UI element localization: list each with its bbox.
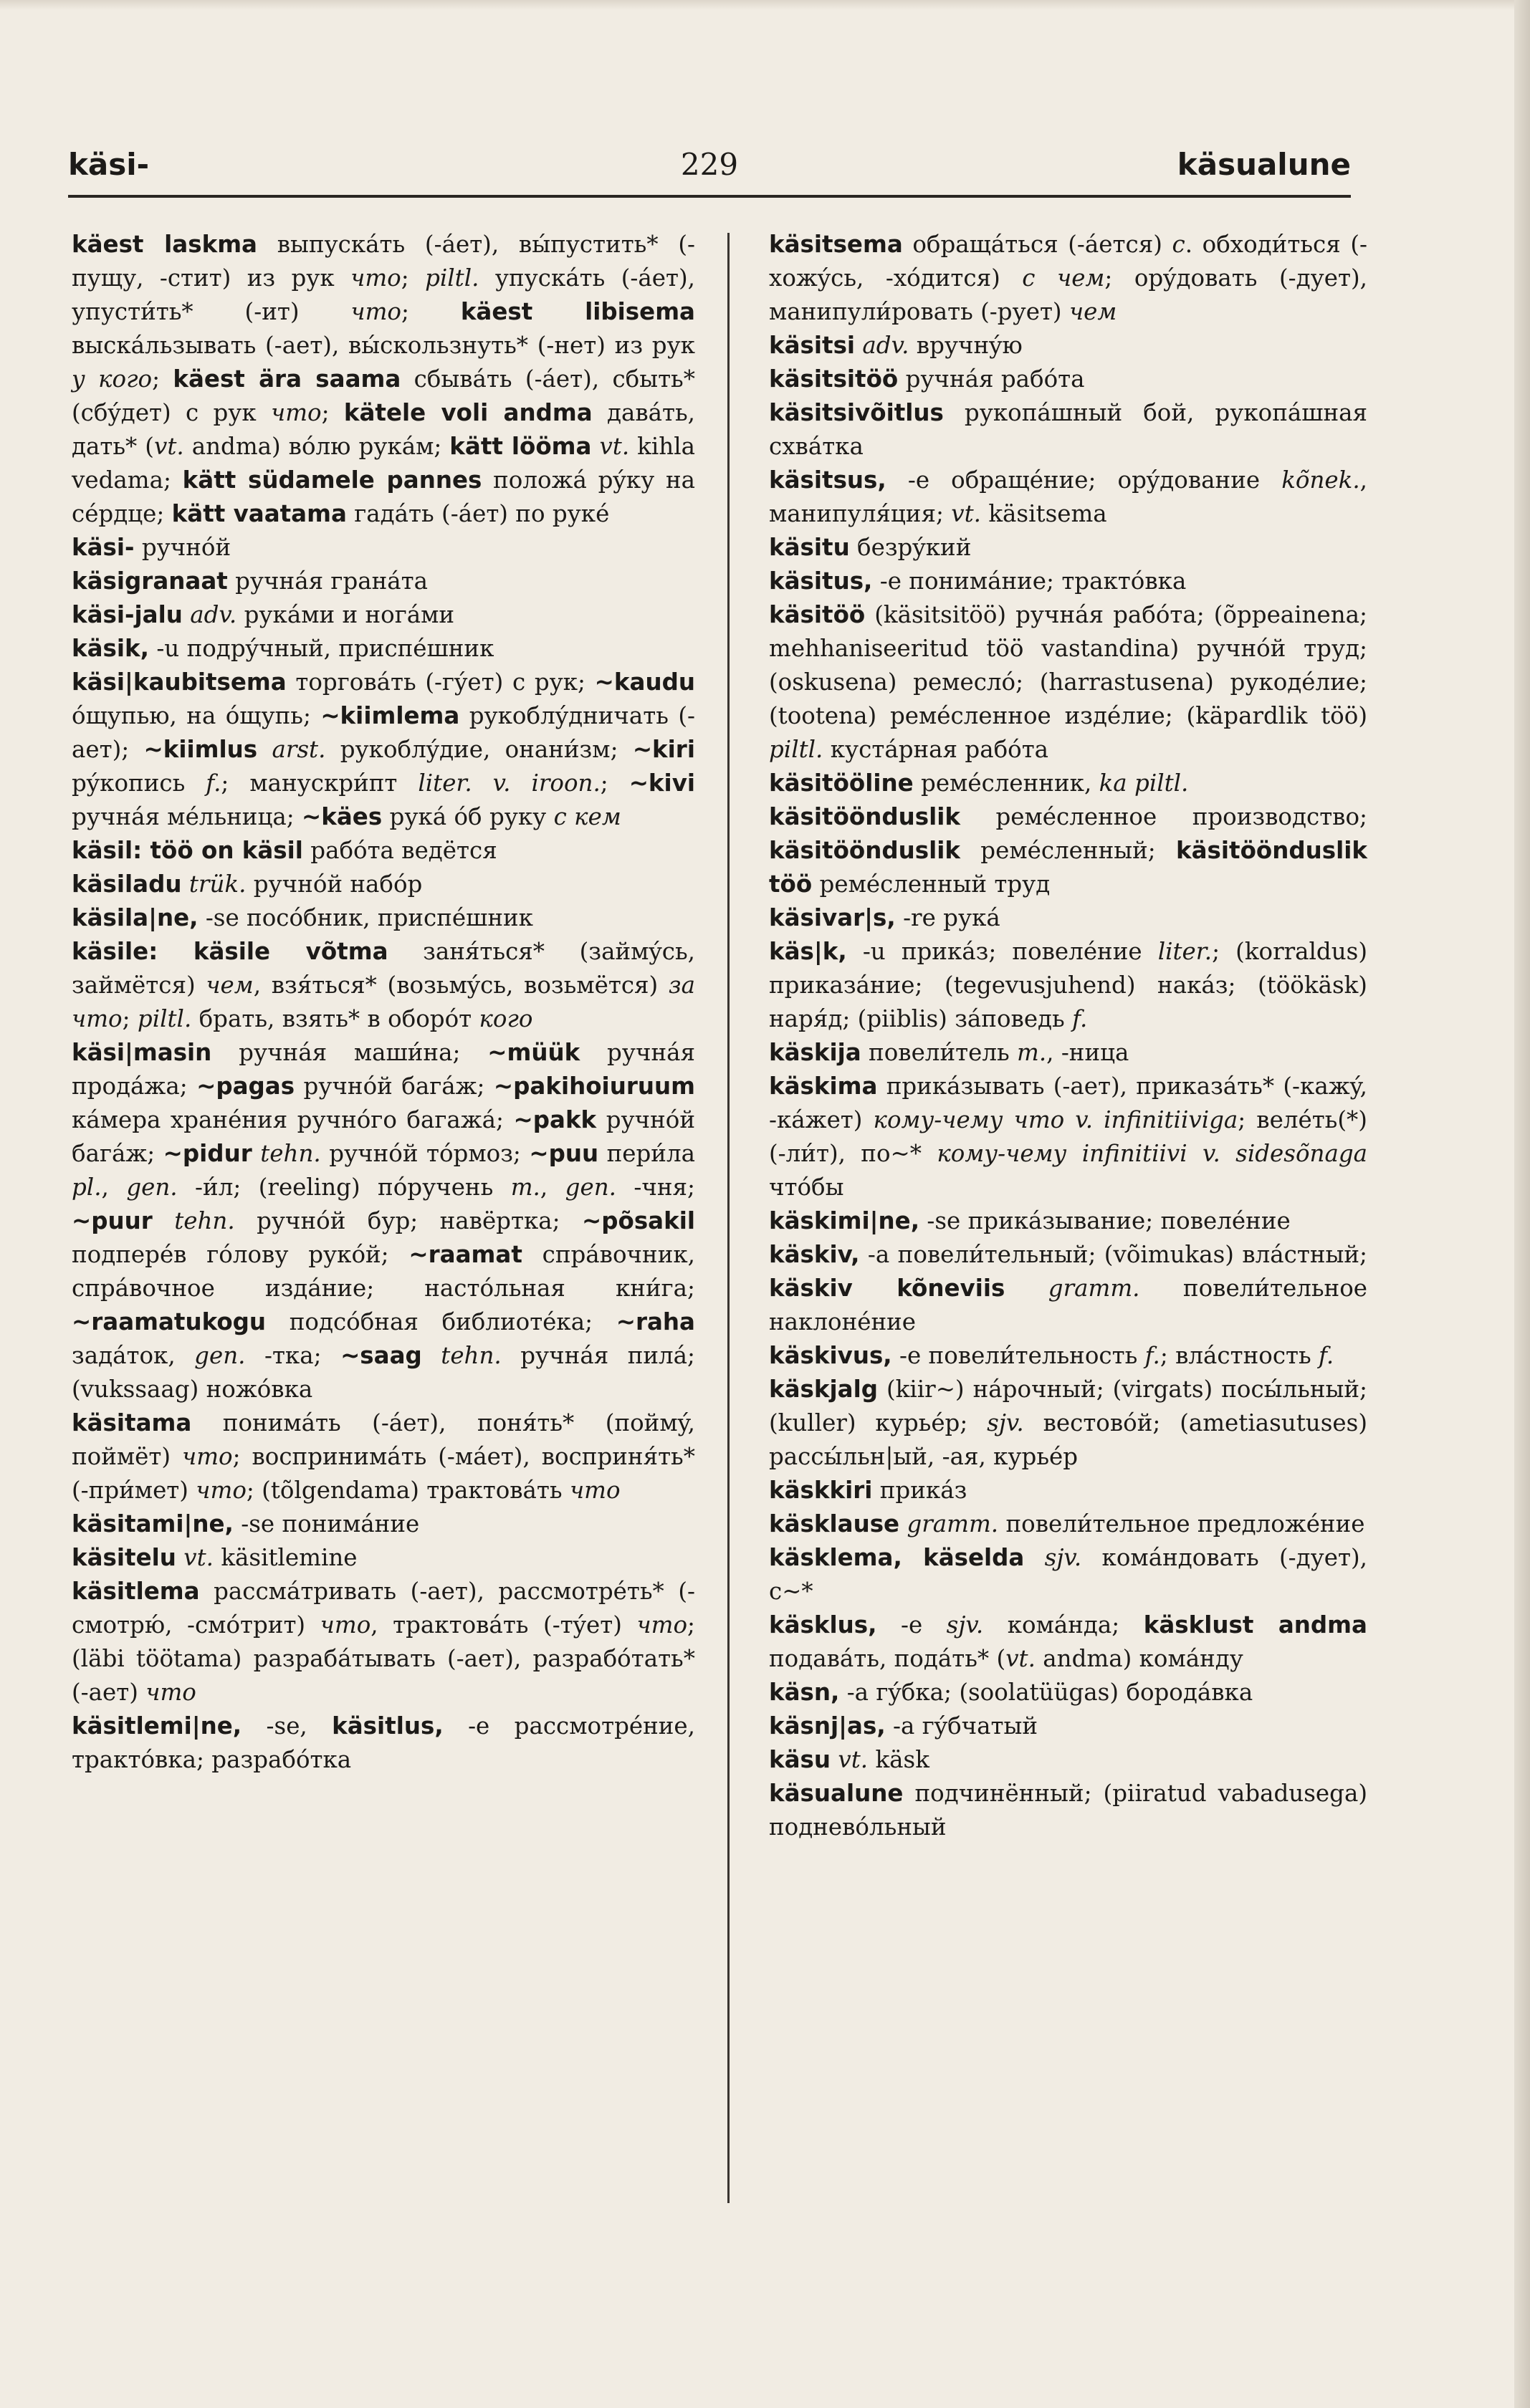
headword: käsitsus, — [769, 466, 886, 494]
definition-text: ремéсленное производство; — [960, 803, 1367, 830]
definition-text: рукоблýдие, онани́зм; — [325, 736, 633, 763]
headword: ~käes — [302, 803, 383, 830]
label-italic: gramm. — [907, 1510, 999, 1538]
definition-text — [252, 1140, 260, 1167]
dictionary-entry — [72, 901, 695, 935]
definition-text: подчинённый; (piiratud vabadusega) подневóльный — [769, 1780, 1367, 1841]
definition-text: , — [540, 1174, 565, 1201]
definition-text: (käsitsitöö) ручнáя рабóта; (õppeainena; mehhaniseeritud töö vastandina) ручнóй труд; (oskusena) ремеслó; (harrastusena) рукодéлие; (tootena) ремéсленное издéлие; (käpardlik töö) — [769, 601, 1367, 729]
definition-text: ремéсленник, — [913, 769, 1099, 797]
dictionary-entry — [769, 598, 1367, 767]
headword: käsitsema — [769, 231, 903, 258]
definition-text: ; велéть(*) (-ли́т), по~* — [769, 1106, 1367, 1167]
definition-text: ; (tõlgendama) трактовáть — [246, 1477, 570, 1504]
label-italic: кого — [479, 1005, 533, 1032]
definition-text: kihla vedama; — [72, 433, 695, 494]
label-italic: kõnek. — [1281, 466, 1360, 494]
definition-text — [1024, 1544, 1044, 1571]
definition-text: ; — [401, 298, 461, 325]
headword: käsigranaat — [72, 567, 228, 595]
definition-text: -u прикáз; повелéние — [846, 938, 1158, 965]
dictionary-entry — [769, 1204, 1367, 1238]
label-italic: piltl. — [137, 1005, 192, 1032]
definition-text: обращáться (-áется) — [902, 231, 1172, 258]
headword: käsil: töö on käsil — [72, 837, 303, 864]
headword: käsivar|s, — [769, 904, 896, 931]
label-italic: что — [271, 399, 322, 426]
dictionary-entry — [72, 935, 695, 1036]
headword: käsnj|as, — [769, 1712, 886, 1740]
label-italic: что — [320, 1611, 371, 1639]
headword: ~kiimlema — [320, 702, 460, 729]
definition-text: -u подрýчный, приспéшник — [149, 635, 494, 662]
definition-text: käsitsema — [981, 500, 1107, 527]
dictionary-entry — [72, 531, 695, 565]
headword: käsile: käsile võtma — [72, 938, 388, 965]
definition-text: óщупью, на óщупь; — [72, 702, 321, 729]
label-italic: с кем — [553, 803, 621, 830]
headword: kätt lööma — [449, 433, 592, 460]
headword: käskivus, — [769, 1342, 892, 1369]
definition-text: заня́ться* (займýсь, займётся) — [72, 938, 695, 999]
dictionary-entry — [72, 834, 695, 868]
definition-text: -a гýбчатый — [885, 1712, 1038, 1740]
definition-text: положá рýку на сéрдце; — [72, 466, 695, 527]
label-italic: gramm. — [1048, 1275, 1140, 1302]
headword: käsklus, — [769, 1611, 877, 1639]
label-italic: adv. — [190, 601, 237, 628]
dictionary-entry — [769, 1238, 1367, 1339]
dictionary-entry — [769, 901, 1367, 935]
headword: käsualune — [769, 1780, 904, 1807]
definition-text: ; — [401, 264, 426, 292]
dictionary-entry — [769, 767, 1367, 800]
definition-text: вручнýю — [909, 332, 1023, 359]
dictionary-entry — [769, 1777, 1367, 1844]
definition-text: ; — [321, 399, 344, 426]
definition-text: рукáми и ногáми — [236, 601, 455, 628]
definition-text — [1005, 1275, 1048, 1302]
label-italic: кому-чему infinitiivi v. sidesõnaga — [937, 1140, 1367, 1167]
label-italic: f. — [1072, 1005, 1088, 1032]
dictionary-entry — [769, 935, 1367, 1036]
definition-text: ремéсленный; — [960, 837, 1176, 864]
definition-text: кустáрная рабóта — [823, 736, 1049, 763]
headword: ~saag — [340, 1342, 422, 1369]
label-italic: vt. — [183, 1544, 214, 1571]
right-column — [769, 228, 1367, 1844]
definition-text: вестовóй; (ametiasutuses) рассы́льн|ый, -ая, курьéр — [769, 1409, 1367, 1470]
headword: käsklause — [769, 1510, 900, 1538]
label-italic: f. — [1144, 1342, 1160, 1369]
label-italic: trük. — [188, 870, 247, 898]
label-italic: ka piltl. — [1099, 769, 1189, 797]
headword: ~raha — [616, 1308, 695, 1335]
headword: käsi- — [72, 534, 135, 561]
label-italic: pl. — [72, 1174, 102, 1201]
definition-text: рýкопись — [72, 769, 206, 797]
headword: käsila|ne, — [72, 904, 199, 931]
header-rule — [68, 195, 1351, 198]
column-divider — [727, 233, 730, 2203]
label-italic: gen. — [126, 1174, 178, 1201]
definition-text: ручнóй багáж; — [72, 1106, 695, 1167]
page-number: 229 — [680, 147, 739, 182]
definition-text: , взя́ться* (возьмýсь, возьмётся) — [253, 972, 669, 999]
dictionary-entry — [72, 1507, 695, 1541]
definition-text: ; (läbi töötama) разрабáтывать (-ает), разрабóтать* (-ает) — [72, 1611, 695, 1706]
headword: käsitsi — [769, 332, 856, 359]
left-column — [72, 228, 695, 1777]
label-italic: чем — [1068, 298, 1117, 325]
label-italic: sjv. — [946, 1611, 984, 1639]
headword: ~pidur — [163, 1140, 252, 1167]
definition-text: (kiir~) нáрочный; (virgats) посы́льный; (kuller) курьéр; — [769, 1376, 1367, 1436]
definition-text: повели́тельное наклонéние — [769, 1275, 1367, 1335]
dictionary-entry — [769, 329, 1367, 363]
definition-text: , -ница — [1046, 1039, 1129, 1066]
definition-text: -se прикáзывание; повелéние — [919, 1207, 1291, 1234]
label-italic: f. — [1319, 1342, 1334, 1369]
definition-text: сбывáть (-áет), сбыть* (сбýдет) с рук — [72, 365, 696, 426]
headword: käsitama — [72, 1409, 192, 1436]
definition-text: andma) вóлю рукáм; — [183, 433, 450, 460]
label-italic: piltl. — [425, 264, 479, 292]
headword: ~kaudu — [594, 668, 695, 696]
dictionary-entry — [72, 1575, 695, 1709]
headword: kätt vaatama — [171, 500, 347, 527]
label-italic: piltl. — [769, 736, 823, 763]
definition-text: рассмáтривать (-ает), рассмотрéть* (-смотрю́, -смóтрит) — [72, 1578, 695, 1639]
dictionary-entry — [769, 531, 1367, 565]
definition-text: andma) комáнду — [1035, 1645, 1243, 1672]
headword: käs|k, — [769, 938, 847, 965]
label-italic: с — [1172, 231, 1185, 258]
dictionary-entry — [72, 1709, 695, 1777]
definition-text: -a повели́тельный; (võimukas) влáстный; — [859, 1241, 1367, 1268]
headword: käsitöö — [769, 601, 866, 628]
dictionary-entry — [72, 868, 695, 901]
definition-text: пери́ла — [598, 1140, 695, 1167]
headword: käskkiri — [769, 1477, 873, 1504]
definition-text: ручнóй багáж; — [295, 1073, 494, 1100]
headword: käsitöönduslik — [769, 803, 960, 830]
left-guide-word: käsi- — [68, 147, 150, 182]
definition-text: брать, взять* в оборóт — [191, 1005, 479, 1032]
definition-text: -чня; — [616, 1174, 696, 1201]
definition-text: подсóбная библиотéка; — [266, 1308, 616, 1335]
label-italic: m. — [510, 1174, 540, 1201]
definition-text: ; воспринимáть (-мáет), восприня́ть* (-при́мет) — [72, 1443, 695, 1504]
label-italic: sjv. — [987, 1409, 1024, 1436]
definition-text: кáмера хранéния ручнóго багажá; — [72, 1106, 514, 1133]
definition-text: ; влáстность — [1160, 1342, 1319, 1369]
definition-text: рукá óб руку — [382, 803, 554, 830]
label-italic: vt. — [153, 433, 184, 460]
definition-text: задáток, — [72, 1342, 195, 1369]
definition-text: рукопáшный бой, рукопáшная схвáтка — [769, 399, 1367, 460]
definition-text: ручнóй набóр — [246, 870, 423, 898]
label-italic: gen. — [565, 1174, 616, 1201]
definition-text: -e понимáние; трактóвка — [872, 567, 1187, 595]
label-italic: tehn. — [441, 1342, 502, 1369]
headword: kätele voli andma — [343, 399, 593, 426]
label-italic: adv. — [862, 332, 909, 359]
label-italic: tehn. — [174, 1207, 235, 1234]
dictionary-entry — [769, 1036, 1367, 1070]
headword: ~kiri — [632, 736, 695, 763]
definition-text: упускáть (-áет), упусти́ть* (-ит) — [72, 264, 695, 325]
definition-text: -se понимáние — [233, 1510, 420, 1538]
headword: käskima — [769, 1073, 878, 1100]
headword: käskimi|ne, — [769, 1207, 920, 1234]
headword: ~kivi — [628, 769, 696, 797]
dictionary-entry — [769, 800, 1367, 901]
label-italic: sjv. — [1044, 1544, 1082, 1571]
label-italic: liter. v. iroon. — [418, 769, 601, 797]
definition-text: ручнáя рабóта — [898, 365, 1085, 393]
headword: käsi-jalu — [72, 601, 183, 628]
headword: käsitsivõitlus — [769, 399, 944, 426]
definition-text: чтóбы — [769, 1174, 844, 1201]
definition-text — [176, 1544, 183, 1571]
headword: käskija — [769, 1039, 861, 1066]
dictionary-entry — [769, 565, 1367, 598]
dictionary-entry — [769, 1373, 1367, 1474]
definition-text — [153, 1207, 174, 1234]
definition-text: -e обращéние; орýдование — [886, 466, 1282, 494]
headword: käsu — [769, 1746, 831, 1773]
headword: käsitöönduslik — [769, 837, 960, 864]
dictionary-entry — [769, 1676, 1367, 1709]
label-italic: vt. — [838, 1746, 869, 1773]
definition-text: торговáть (-гýет) с рук; — [286, 668, 595, 696]
headword: käskiv kõneviis — [769, 1275, 1005, 1302]
label-italic: что — [145, 1679, 196, 1706]
definition-text: ручнáя мéльница; — [72, 803, 302, 830]
label-italic: arst. — [272, 736, 326, 763]
dictionary-entry — [769, 363, 1367, 396]
dictionary-entry — [769, 1339, 1367, 1373]
label-italic: что — [350, 264, 401, 292]
definition-text: , манипуля́ция; — [769, 466, 1367, 527]
definition-text: безрýкий — [849, 534, 972, 561]
definition-text: ручнóй тóрмоз; — [320, 1140, 530, 1167]
headword: käsitlus, — [332, 1712, 444, 1740]
headword: käsklust andma — [1143, 1611, 1367, 1639]
definition-text: ; манускри́пт — [221, 769, 419, 797]
headword: käsklema, käselda — [769, 1544, 1025, 1571]
headword: ~pakihoiuruum — [493, 1073, 695, 1100]
headword: käsitelu — [72, 1544, 176, 1571]
headword: käsitsitöö — [769, 365, 899, 393]
definition-text: ручнáя гранáта — [227, 567, 429, 595]
dictionary-entry — [769, 1608, 1367, 1676]
right-guide-word: käsualune — [1177, 147, 1351, 182]
label-italic: tehn. — [260, 1140, 321, 1167]
definition-text: ручнóй — [134, 534, 231, 561]
label-italic: что — [350, 298, 401, 325]
page-edge-right — [1514, 0, 1530, 2408]
definition-text: ; (korraldus) приказáние; (tegevusjuhend) накáз; (töökäsk) наря́д; (piiblis) зáповедь — [769, 938, 1368, 1032]
headword: ~raamatukogu — [72, 1308, 267, 1335]
dictionary-entry — [72, 632, 695, 666]
definition-text: повели́тельное предложéние — [998, 1510, 1365, 1538]
label-italic: gen. — [194, 1342, 246, 1369]
definition-text: -se посóбник, приспéшник — [198, 904, 533, 931]
dictionary-entry — [769, 1709, 1367, 1743]
definition-text: -и́л; (reeling) пóручень — [177, 1174, 511, 1201]
definition-text: комáндовать (-дует), с~* — [769, 1544, 1367, 1605]
label-italic: у кого — [72, 365, 153, 393]
definition-text — [422, 1342, 441, 1369]
definition-text: прикáз — [872, 1477, 967, 1504]
label-italic: кому-чему что v. infinitiiviga — [873, 1106, 1238, 1133]
definition-text: , трактовáть (-тýет) — [370, 1611, 637, 1639]
definition-text: ручнóй бур; навёртка; — [234, 1207, 582, 1234]
label-italic: что — [636, 1611, 688, 1639]
headword: käskiv, — [769, 1241, 860, 1268]
definition-text: -e повели́тельность — [891, 1342, 1145, 1369]
definition-text: подперéв гóлову рукóй; — [72, 1241, 409, 1268]
definition-text: käsitlemine — [214, 1544, 358, 1571]
definition-text: выскáльзывать (-ает), вы́скользнуть* (-нет) из рук — [72, 332, 695, 359]
dictionary-entry — [72, 1036, 695, 1406]
dictionary-entry — [72, 1541, 695, 1575]
definition-text: ; — [152, 365, 173, 393]
label-italic: что — [196, 1477, 247, 1504]
definition-text: ; орýдовать (-дует), манипули́ровать (-рует) — [769, 264, 1367, 325]
label-italic: с чем — [1022, 264, 1105, 292]
label-italic: vt. — [1005, 1645, 1036, 1672]
label-italic: что — [569, 1477, 621, 1504]
page-edge-top — [0, 0, 1530, 10]
dictionary-entry — [769, 1507, 1367, 1541]
headword: käsik, — [72, 635, 149, 662]
headword: käsitöönduslik töö — [769, 837, 1367, 898]
dictionary-entry — [769, 228, 1367, 329]
dictionary-entry — [769, 1070, 1367, 1204]
definition-text: , — [101, 1174, 127, 1201]
headword: ~pakk — [513, 1106, 597, 1133]
definition-text: давáть, дать* ( — [72, 399, 696, 460]
dictionary-entry — [72, 565, 695, 598]
headword: käsn, — [769, 1679, 840, 1706]
label-italic: liter. — [1157, 938, 1213, 965]
headword: ~puur — [72, 1207, 153, 1234]
definition-text: спрáвочник, спрáвочное издáние; настóльная кни́га; — [72, 1241, 695, 1302]
definition-text — [899, 1510, 907, 1538]
dictionary-entry — [72, 1406, 695, 1507]
dictionary-entry — [769, 1474, 1367, 1507]
definition-text: -se, — [242, 1712, 333, 1740]
definition-text — [591, 433, 599, 460]
headword: käsitööline — [769, 769, 914, 797]
headword: käsitami|ne, — [72, 1510, 234, 1538]
definition-text: -re рукá — [895, 904, 1000, 931]
definition-text — [831, 1746, 838, 1773]
definition-text: прикáзывать (-ает), приказáть* (-кажý, -кáжет) — [769, 1073, 1367, 1133]
headword: käest laskma — [72, 231, 257, 258]
headword: kätt südamele pannes — [182, 466, 482, 494]
definition-text: ; — [600, 769, 629, 797]
headword: käsitus, — [769, 567, 873, 595]
page-header — [68, 147, 1351, 197]
definition-text: гадáть (-áет) по рукé — [346, 500, 610, 527]
label-italic: vt. — [599, 433, 630, 460]
definition-text: выпускáть (-áет), вы́пустить* (-пущу, -стит) из рук — [72, 231, 695, 292]
dictionary-entry — [72, 598, 695, 632]
headword: ~põsakil — [582, 1207, 695, 1234]
dictionary-entry — [769, 464, 1367, 531]
headword: käsitlema — [72, 1578, 200, 1605]
definition-text: -a гýбка; (soolatüügas) бородáвка — [839, 1679, 1253, 1706]
headword: käsi|masin — [72, 1039, 212, 1066]
definition-text: комáнда; — [983, 1611, 1144, 1639]
definition-text: ремéсленный труд — [812, 870, 1051, 898]
definition-text: рабóта ведётся — [302, 837, 497, 864]
headword: ~kiimlus — [143, 736, 258, 763]
dictionary-entry — [769, 1743, 1367, 1777]
headword: käsi|kaubitsema — [72, 668, 287, 696]
definition-text: -тка; — [245, 1342, 341, 1369]
headword: käskjalg — [769, 1376, 878, 1403]
label-italic: f. — [206, 769, 221, 797]
dictionary-entry — [72, 228, 695, 531]
definition-text — [257, 736, 272, 763]
dictionary-entry — [72, 666, 695, 834]
definition-text — [855, 332, 862, 359]
dictionary-entry — [769, 1541, 1367, 1608]
definition-text — [183, 601, 190, 628]
label-italic: vt. — [951, 500, 982, 527]
definition-text: -e рассмотрéние, трактóвка; разрабóтка — [72, 1712, 695, 1773]
headword: käsitlemi|ne, — [72, 1712, 242, 1740]
headword: käsitu — [769, 534, 850, 561]
headword: käsiladu — [72, 870, 182, 898]
definition-text: понимáть (-áет), поня́ть* (поймý, поймёт) — [72, 1409, 695, 1470]
definition-text — [182, 870, 189, 898]
label-italic: за что — [72, 972, 695, 1032]
dictionary-entry — [769, 396, 1367, 464]
label-italic: m. — [1017, 1039, 1047, 1066]
definition-text: . обходи́ться (-хожýсь, -хóдится) — [769, 231, 1367, 292]
definition-text: повели́тель — [861, 1039, 1017, 1066]
headword: ~raamat — [408, 1241, 522, 1268]
headword: ~puu — [529, 1140, 599, 1167]
label-italic: чем — [206, 972, 254, 999]
headword: käest libisema — [460, 298, 695, 325]
definition-text: ; — [122, 1005, 138, 1032]
definition-text: käsk — [868, 1746, 929, 1773]
headword: ~pagas — [196, 1073, 295, 1100]
definition-text: рукоблýдничать (-ает); — [72, 702, 696, 763]
definition-text: -e — [876, 1611, 947, 1639]
headword: ~müük — [487, 1039, 580, 1066]
definition-text: подавáть, подáть* ( — [769, 1645, 1006, 1672]
definition-text: ручнáя продáжа; — [72, 1039, 695, 1100]
definition-text: ручнáя маши́на; — [211, 1039, 488, 1066]
definition-text: ручнáя пилá; (vukssaag) ножóвка — [72, 1342, 695, 1403]
label-italic: что — [182, 1443, 233, 1470]
headword: käest ära saama — [173, 365, 401, 393]
